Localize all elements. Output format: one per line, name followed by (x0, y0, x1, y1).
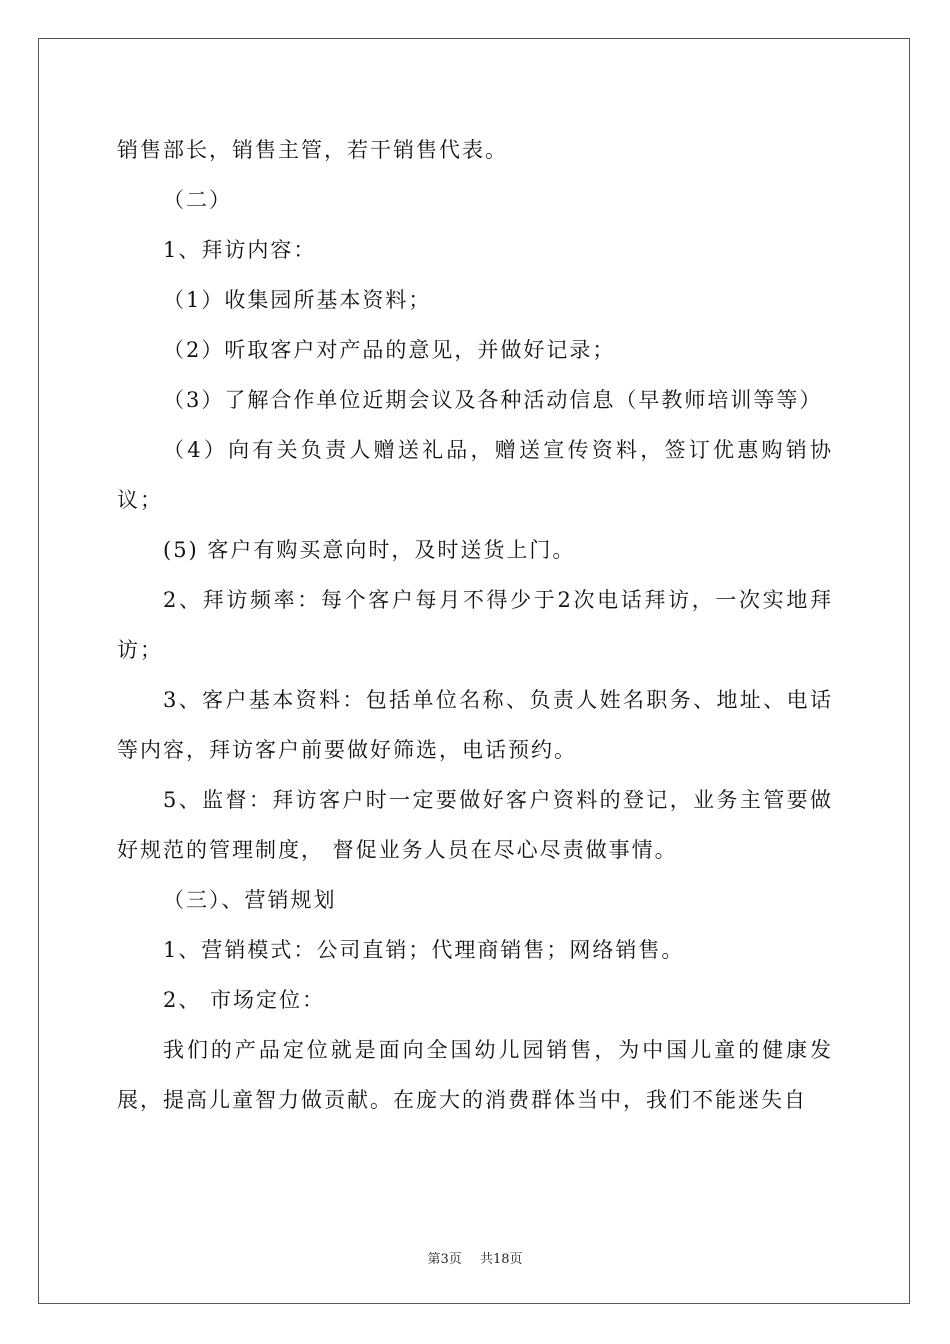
paragraph-15: 我们的产品定位就是面向全国幼儿园销售，为中国儿童的健康发展，提高儿童智力做贡献。在庞大的消费群体当中，我们不能迷失自 (117, 1038, 833, 1112)
paragraph-12: （三）、营销规划 (163, 888, 337, 912)
document-body (117, 125, 833, 1125)
paragraph-4: （1）收集园所基本资料； (163, 288, 432, 312)
paragraph-6: （3）了解合作单位近期会议及各种活动信息（早教师培训等等） (163, 388, 823, 412)
paragraph-11: 5、监督：拜访客户时一定要做好客户资料的登记，业务主管要做好规范的管理制度， 督促业务人员在尽心尽责做事情。 (117, 788, 833, 862)
paragraph-10: 3、客户基本资料：包括单位名称、负责人姓名职务、地址、电话等内容，拜访客户前要做好筛选，电话预约。 (117, 688, 833, 762)
paragraph-2: （二） (163, 188, 232, 212)
paragraph-14: 2、 市场定位： (163, 988, 326, 1012)
paragraph-1: 销售部长，销售主管，若干销售代表。 (117, 138, 508, 162)
paragraph-5: （2）听取客户对产品的意见，并做好记录； (163, 338, 616, 362)
paragraph-13: 1、营销模式：公司直销；代理商销售；网络销售。 (163, 938, 685, 962)
total-pages: 共18页 (479, 1252, 523, 1267)
paragraph-3: 1、拜访内容： (163, 238, 317, 262)
page-footer (0, 1248, 950, 1267)
paragraph-8: (5) 客户有购买意向时，及时送货上门。 (163, 538, 576, 562)
paragraph-9: 2、拜访频率：每个客户每月不得少于2次电话拜访，一次实地拜访； (117, 588, 833, 662)
paragraph-7: （4）向有关负责人赠送礼品，赠送宣传资料，签订优惠购销协议； (117, 438, 833, 512)
page-number: 第3页 (427, 1252, 462, 1267)
